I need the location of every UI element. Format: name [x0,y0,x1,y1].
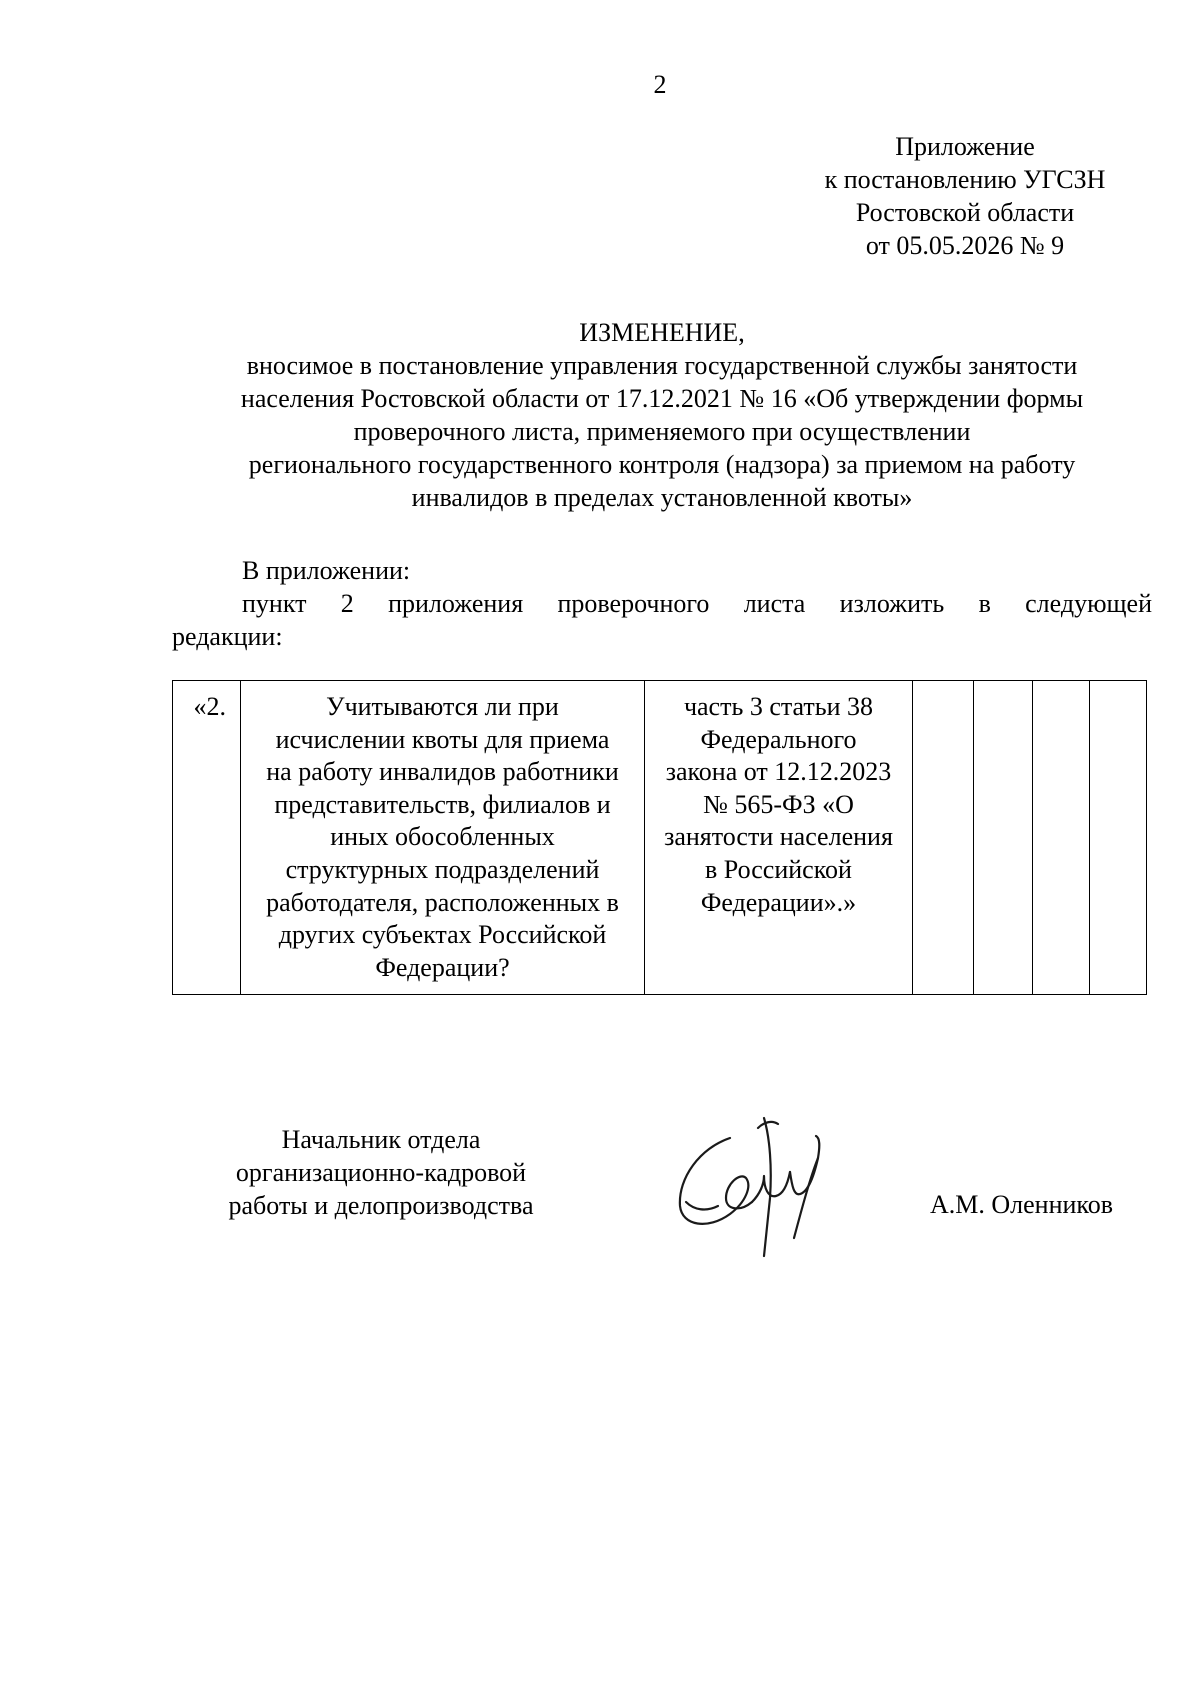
checklist-table [172,680,1147,995]
empty-cell [1090,681,1147,995]
document-title [172,316,1152,514]
position-line: работы и делопроизводства [228,1191,534,1220]
signatory-name: А.М. Оленников [930,1190,1114,1219]
legal-reference-cell [645,681,913,995]
title-line: инвалидов в пределах установленной квоты» [411,483,913,512]
empty-cell [1033,681,1090,995]
title-line: проверочного листа, применяемого при осуществлении [353,417,971,446]
appendix-line: от 05.05.2026 № 9 [865,231,1065,260]
intro-word: 2 [340,589,354,618]
empty-cell [913,681,974,995]
intro-paragraph [172,554,1152,653]
question-line: иных обособленных [330,822,555,852]
question-line: Учитываются ли при [326,692,559,721]
signatory-position [196,1123,566,1222]
reference-line: занятости населения [664,822,893,852]
reference-line: Федерации».» [700,887,857,917]
title-line: вносимое в постановление управления государственной службы занятости [246,351,1078,380]
page-number: 2 [653,70,667,99]
table-row [173,681,1147,995]
intro-word: приложения [388,589,524,618]
intro-word: изложить [839,589,945,618]
row-number-cell: «2. [173,681,241,995]
question-line: других субъектах Российской [278,920,607,950]
question-line: на работу инвалидов работники [266,757,619,787]
appendix-line: Приложение [895,132,1035,161]
title-heading: ИЗМЕНЕНИЕ, [579,318,745,347]
reference-line: в Российской [705,854,852,884]
question-line: Федерации? [375,952,510,982]
question-line: исчислении квоты для приема [275,724,610,754]
question-line: представительств, филиалов и [274,789,611,819]
reference-line: закона от 12.12.2023 [665,757,892,787]
intro-line-1: В приложении: [242,556,411,585]
appendix-line: Ростовской области [855,198,1075,227]
title-line: регионального государственного контроля (надзора) за приемом на работу [248,450,1076,479]
reference-line: № 565-ФЗ «О [703,789,854,819]
intro-word: пункт [242,589,307,618]
position-line: организационно-кадровой [235,1158,527,1187]
title-line: населения Ростовской области от 17.12.2021 № 16 «Об утверждении формы [240,384,1084,413]
intro-line-2 [172,587,1152,620]
reference-line: Федерального [700,724,857,754]
appendix-line: к постановлению УГСЗН [824,165,1106,194]
handwritten-signature [660,1098,870,1258]
question-line: работодателя, расположенных в [266,887,619,917]
question-cell [241,681,645,995]
intro-line-3: редакции: [172,622,283,651]
question-line: структурных подразделений [285,854,600,884]
empty-cell [974,681,1033,995]
reference-line: часть 3 статьи 38 [683,692,874,721]
intro-word: следующей [1025,589,1152,618]
intro-word: листа [743,589,806,618]
intro-word: проверочного [557,589,710,618]
position-line: Начальник отдела [281,1125,481,1154]
appendix-header [800,130,1130,262]
intro-word: в [978,589,991,618]
